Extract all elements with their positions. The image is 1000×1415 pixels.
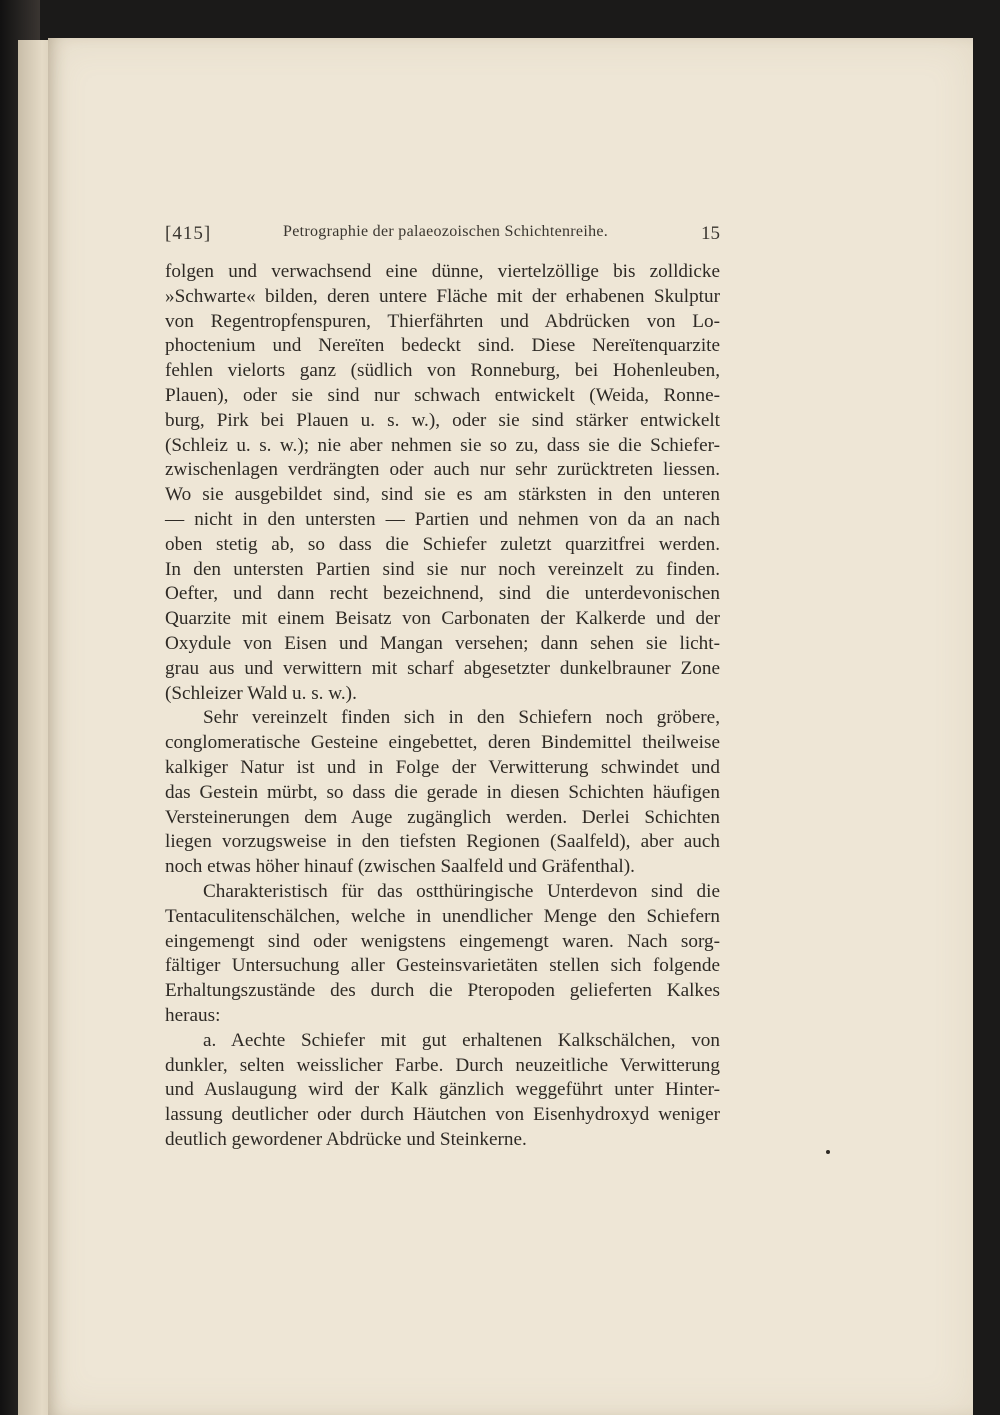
text-line: lassung deutlicher oder durch Häutchen von Eisenhydroxyd weniger <box>165 1104 720 1126</box>
text-line: Versteinerungen dem Auge zugänglich werden. Derlei Schichten <box>165 806 720 828</box>
text-line: dunkler, selten weisslicher Farbe. Durch neuzeitliche Verwitterung <box>165 1054 720 1076</box>
text-line: Oefter, und dann recht bezeichnend, sind die unterdevonischen <box>165 583 720 605</box>
paragraph <box>165 706 720 880</box>
text-line: Quarzite mit einem Beisatz von Carbonaten der Kalkerde und der <box>165 608 720 630</box>
text-line: »Schwarte« bilden, deren untere Fläche mit der erhabenen Skulptur <box>165 285 720 307</box>
text-line: eingemengt sind oder wenigstens eingemengt waren. Nach sorg- <box>165 930 720 952</box>
text-line: fältiger Untersuchung aller Gesteinsvarietäten stellen sich folgende <box>165 955 720 977</box>
running-title: Petrographie der palaeozoischen Schichtenreihe. <box>283 223 609 240</box>
text-line: fehlen vielorts ganz (südlich von Ronneburg, bei Hohenleuben, <box>165 360 720 382</box>
text-line: a. Aechte Schiefer mit gut erhaltenen Kalkschälchen, von <box>203 1029 720 1051</box>
page-number: 15 <box>701 223 720 244</box>
text-line: deutlich gewordener Abdrücke und Steinkerne. <box>165 1128 527 1150</box>
text-line: — nicht in den untersten — Partien und nehmen von da an nach <box>165 508 720 530</box>
text-line: (Schleizer Wald u. s. w.). <box>165 682 357 704</box>
text-line: das Gestein mürbt, so dass die gerade in diesen Schichten häufigen <box>165 781 720 803</box>
text-line: phoctenium und Nereïten bedeckt sind. Diese Nereïtenquarzite <box>165 335 720 357</box>
text-line: In den untersten Partien sind sie nur noch vereinzelt zu finden. <box>165 558 720 580</box>
running-header <box>165 223 720 251</box>
text-line: Sehr vereinzelt finden sich in den Schiefern noch gröbere, <box>203 707 720 729</box>
page-number-bracketed: [415] <box>165 223 212 244</box>
text-line: noch etwas höher hinauf (zwischen Saalfeld und Gräfenthal). <box>165 856 635 878</box>
text-line: grau aus und verwittern mit scharf abgesetzter dunkelbrauner Zone <box>165 657 720 679</box>
text-line: zwischenlagen verdrängten oder auch nur sehr zurücktreten liessen. <box>165 459 720 481</box>
text-line: folgen und verwachsend eine dünne, viertelzöllige bis zolldicke <box>165 261 720 282</box>
text-line: conglomeratische Gesteine eingebettet, deren Bindemittel theilweise <box>165 732 720 754</box>
paragraph <box>165 1029 720 1153</box>
text-line: Oxydule von Eisen und Mangan versehen; dann sehen sie licht- <box>165 632 720 654</box>
text-line: burg, Pirk bei Plauen u. s. w.), oder sie sind stärker entwickelt <box>165 409 720 431</box>
text-line: und Auslaugung wird der Kalk gänzlich weggeführt unter Hinter- <box>165 1079 720 1101</box>
text-line: Tentaculitenschälchen, welche in unendlicher Menge den Schiefern <box>165 905 720 927</box>
body-text <box>165 260 720 1153</box>
text-line: Erhaltungszustände des durch die Pteropoden gelieferten Kalkes <box>165 980 720 1002</box>
text-line: heraus: <box>165 1004 221 1026</box>
text-line: (Schleiz u. s. w.); nie aber nehmen sie so zu, dass sie die Schiefer- <box>165 434 720 456</box>
text-line: Charakteristisch für das ostthüringische Unterdevon sind die <box>203 880 720 902</box>
ink-speck <box>826 1150 830 1154</box>
text-line: Plauen), oder sie sind nur schwach entwickelt (Weida, Ronne- <box>165 384 720 406</box>
text-line: von Regentropfenspuren, Thierfährten und Abdrücken von Lo- <box>165 310 720 332</box>
text-line: kalkiger Natur ist und in Folge der Verwitterung schwindet und <box>165 756 720 778</box>
text-line: liegen vorzugsweise in den tiefsten Regionen (Saalfeld), aber auch <box>165 831 720 853</box>
text-line: Wo sie ausgebildet sind, sind sie es am stärksten in den unteren <box>165 484 720 506</box>
paragraph <box>165 260 720 706</box>
paragraph <box>165 880 720 1029</box>
text-line: oben stetig ab, so dass die Schiefer zuletzt quarzitfrei werden. <box>165 533 720 555</box>
